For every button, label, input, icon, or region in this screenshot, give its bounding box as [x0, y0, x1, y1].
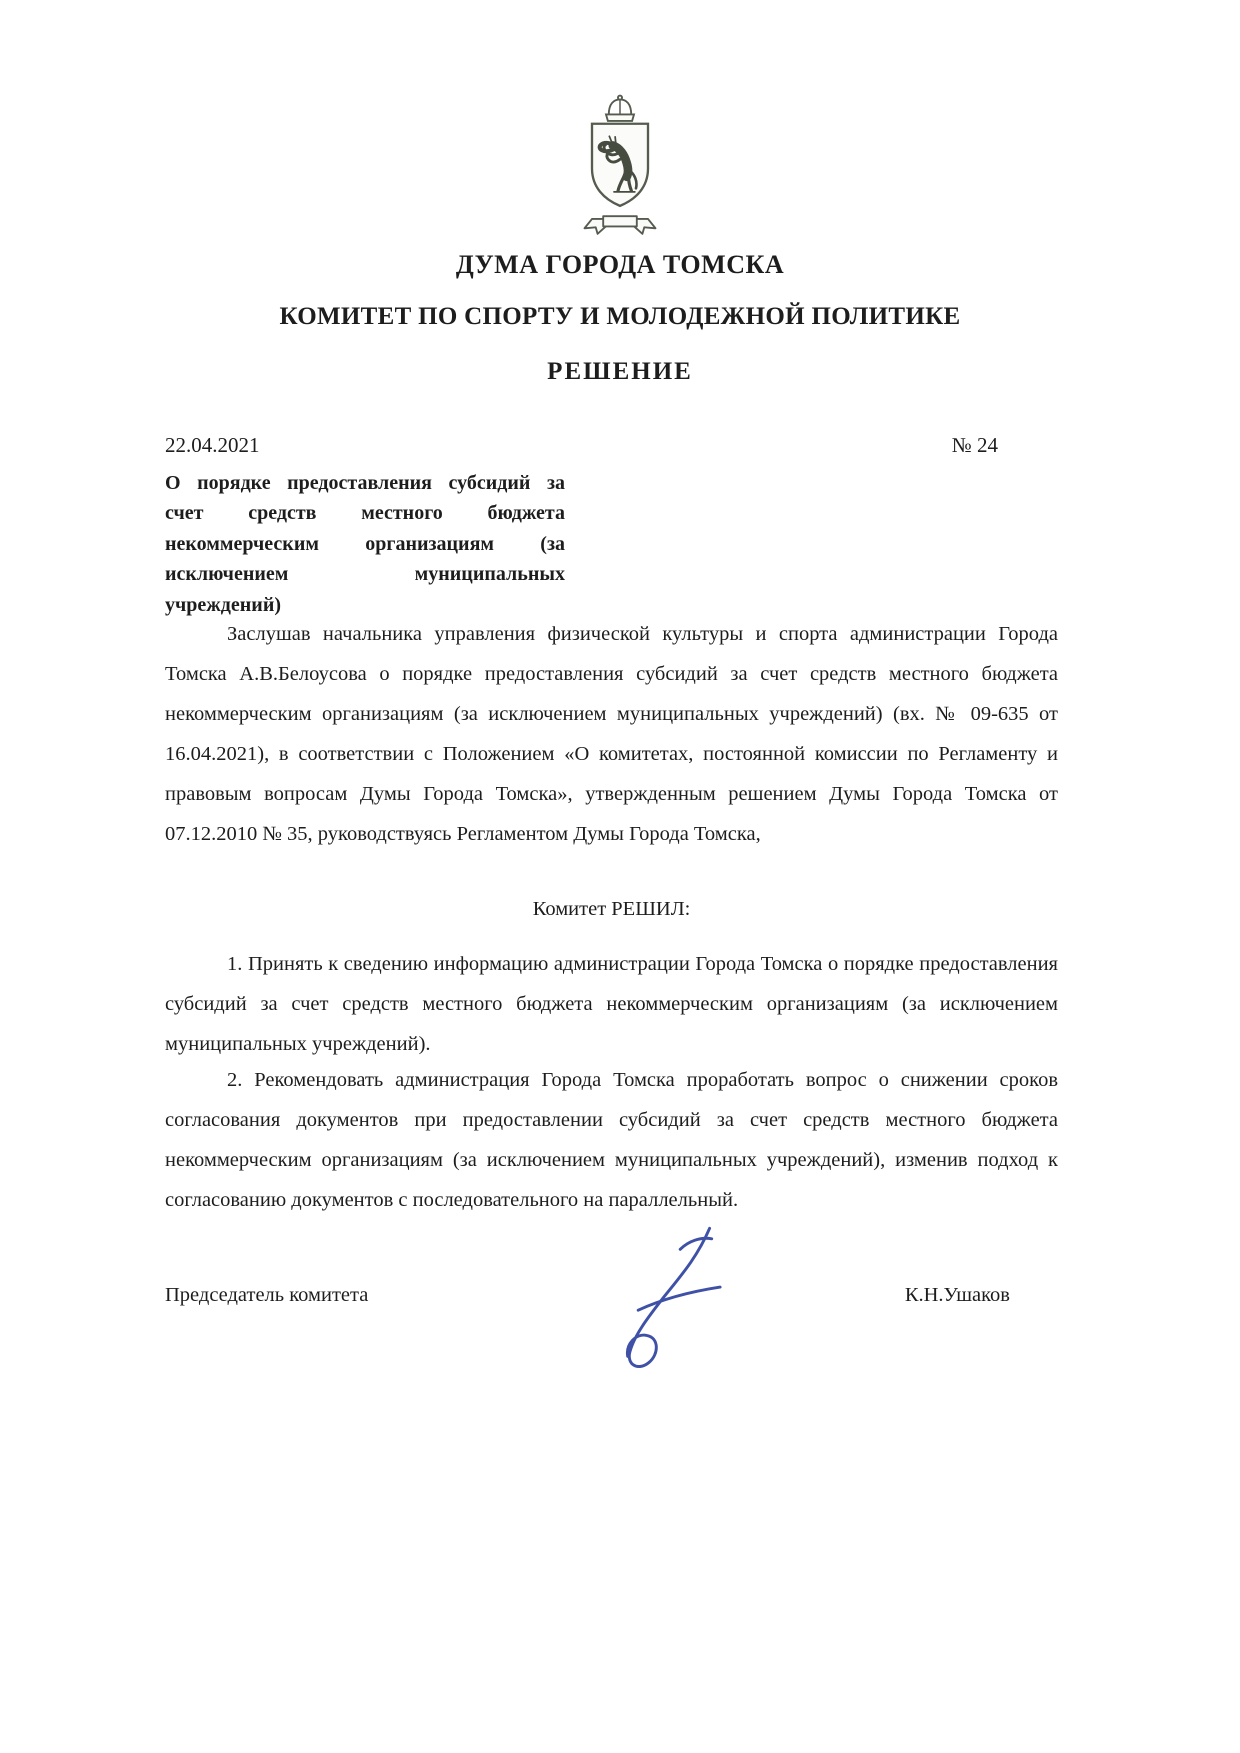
document-subject: О порядке предоставления субсидий за счет средств местного бюджета некоммерческим организациям (за исключением муниципальных учреждений) — [165, 472, 565, 616]
tomsk-coat-of-arms-icon — [564, 92, 676, 249]
organization-title: ДУМА ГОРОДА ТОМСКА — [455, 250, 785, 279]
committee-title: КОМИТЕТ ПО СПОРТУ И МОЛОДЕЖНОЙ ПОЛИТИКЕ — [279, 303, 961, 330]
document-number: № 24 — [951, 433, 998, 457]
meta-row — [165, 433, 1058, 458]
handwritten-signature — [592, 1222, 760, 1390]
resolution-item-2: 2. Рекомендовать администрация Города Томска проработать вопрос о снижении сроков согласования документов при предоставлении субсидий за счет средств местного бюджета некоммерческим организациям (за исключением муниципальных учреждений), изменив подход к согласованию документов с последовательного на параллельный. — [165, 1069, 1058, 1211]
signatory-name: К.Н.Ушаков — [904, 1284, 1010, 1306]
document-date: 22.04.2021 — [165, 433, 260, 457]
resolution-heading: Комитет РЕШИЛ: — [532, 898, 691, 920]
signatory-position-label: Председатель комитета — [165, 1284, 369, 1306]
resolution-item-1: 1. Принять к сведению информацию администрации Города Томска о порядке предоставления субсидий за счет средств местного бюджета некоммерческим организациям (за исключением муниципальных учреждений). — [165, 953, 1058, 1055]
document-type-title: РЕШЕНИЕ — [547, 358, 693, 385]
preamble-paragraph: Заслушав начальника управления физической культуры и спорта администрации Города Томска А.В.Белоусова о порядке предоставления субсидий за счет средств местного бюджета некоммерческим организациям (за исключением муниципальных учреждений) (вх. № 09-635 от 16.04.2021), в соответствии с Положением «О комитетах, постоянной комиссии по Регламенту и правовым вопросам Думы Города Томска», утвержденным решением Думы Города Томска от 07.12.2010 № 35, руководствуясь Регламентом Думы Города Томска, — [165, 623, 1058, 845]
